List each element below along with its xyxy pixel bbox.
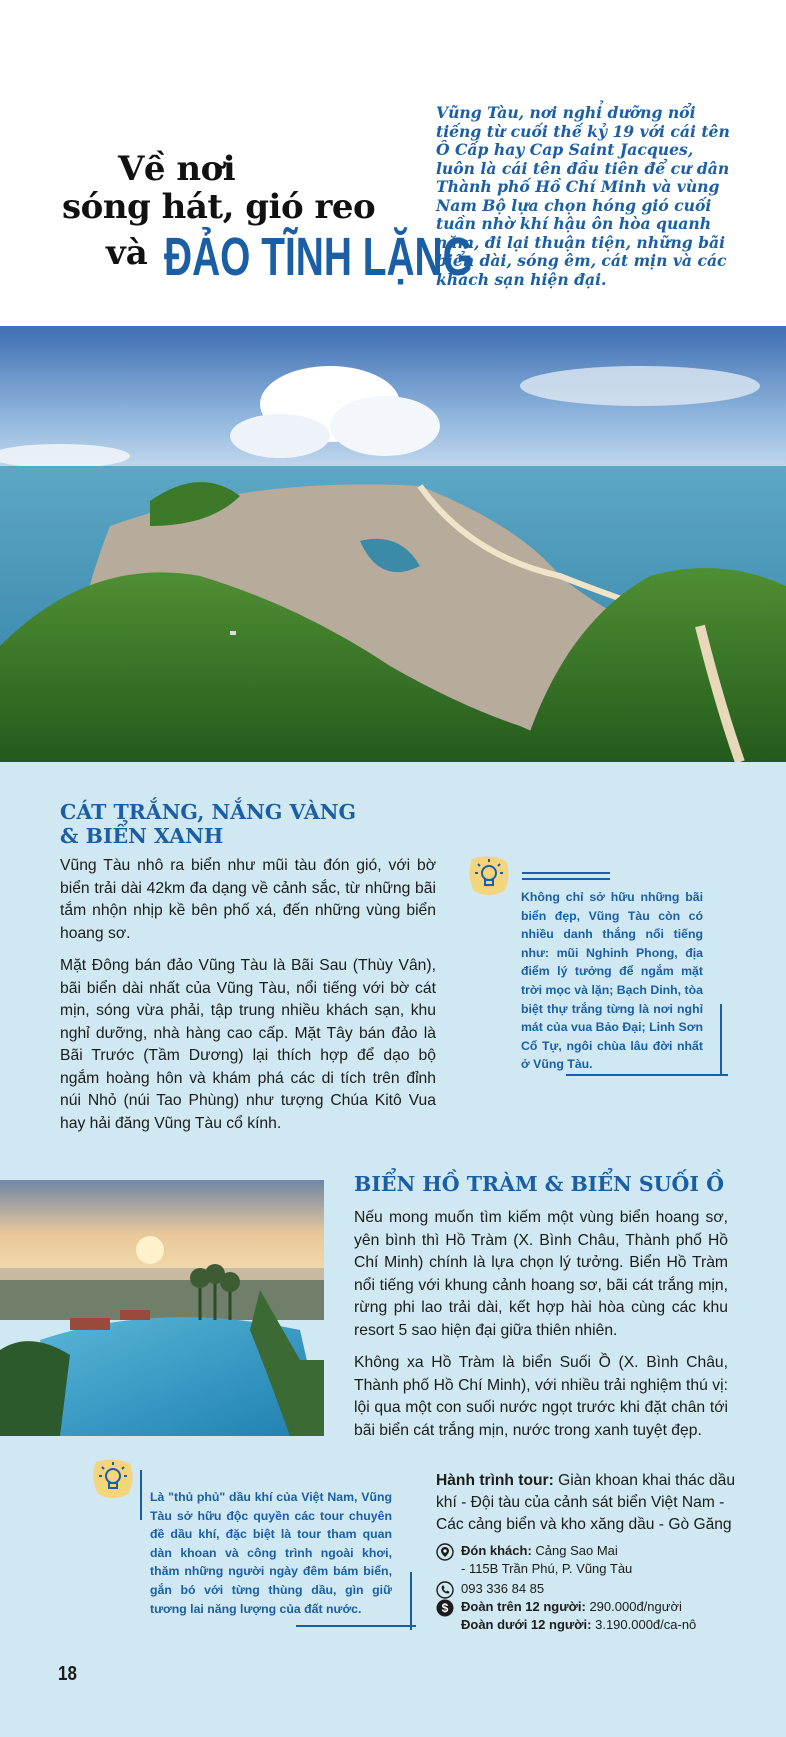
note-1-top-rule-2 [522,878,610,880]
title-highlight: ĐẢO TĨNH LẶNG [163,227,473,287]
dollar-icon [436,1599,454,1617]
note-1: Không chỉ sở hữu những bãi biển đẹp, Vũng Tàu còn có nhiều danh thắng nổi tiếng như: mũi Nghinh Phong, địa điểm lý tưởng để ngắm mặt trời mọc và lặn; Bạch Dinh, tòa biệt thự trắng từng là nơi nghỉ mát của vua Bảo Đại; Linh Sơn Cổ Tự, ngôi chùa lâu đời nhất ở Vũng Tàu. [521,890,703,1072]
lightbulb-icon [90,1458,136,1500]
location-pin-icon [436,1543,454,1561]
section-2-paragraph-1: Nếu mong muốn tìm kiếm một vùng biển hoang sơ, yên bình thì Hồ Tràm (X. Bình Châu, Thành phố Hồ Chí Minh) chính là lựa chọn lý tưởng. Biển Hồ Tràm nổi tiếng với khung cảnh hoang sơ, bãi cát trắng mịn, rừng phi lao trải dài, kết hợp hài hòa cùng các khu resort 5 sao hiện đại giữa thiên nhiên. [354,1209,728,1339]
note-2-side-rule [410,1572,412,1630]
note-1-side-rule [720,1004,722,1076]
note-2-bottom-rule [296,1625,416,1627]
title-line-3: và [106,233,148,273]
title-line-1: Về nơi [118,149,236,189]
phone-icon [436,1581,454,1599]
lightbulb-icon [466,855,512,897]
hero-aerial-photo [0,326,786,762]
section-2-paragraph-2: Không xa Hồ Tràm là biển Suối Ồ (X. Bình Châu, Thành phố Hồ Chí Minh), với nhiều trải nghiệm thú vị: lội qua một con suối nước ngọt trước khi đặt chân tới bãi biển cát trắng mịn, nước trong xanh tuyệt đẹp. [354,1354,728,1439]
phone-info: 093 336 84 85 [436,1580,756,1599]
section-1-paragraph-2: Mặt Đông bán đảo Vũng Tàu là Bãi Sau (Thùy Vân), bãi biển dài nhất của Vũng Tàu, nổi tiếng với bờ cát mịn, sóng vừa phải, tập trung nhiều khách sạn, khu nghỉ dưỡng, nhà hàng cao cấp. Mặt Tây bán đảo là Bãi Trước (Tầm Dương) lại thích hợp để dạo bộ ngắm hoàng hôn và khám phá các di tích trên đỉnh núi Nhỏ (núi Tao Phùng) như tượng Chúa Kitô Vua hay hải đăng Vũng Tàu cổ kính. [60,957,436,1132]
resort-pool-photo [0,1180,324,1436]
pickup-info: Đón khách: Cảng Sao Mai - 115B Trần Phú, P. Vũng Tàu [436,1542,756,1578]
intro-paragraph: Vũng Tàu, nơi nghỉ dưỡng nổi tiếng từ cuối thế kỷ 19 với cái tên Ô Cấp hay Cap Saint Jacques, luôn là cái tên đầu tiên để cư dân Thành phố Hồ Chí Minh và vùng Nam Bộ lựa chọn hóng gió cuối tuần nhờ khí hậu ôn hòa quanh năm, đi lại thuận tiện, những bãi biển dài, sóng êm, cát mịn và các khách sạn hiện đại. [436,103,730,289]
section-1-paragraph-1: Vũng Tàu nhô ra biển như mũi tàu đón gió, với bờ biển trải dài 42km đa dạng về cảnh sắc, từ những bãi tắm nhộn nhịp kề bên phố xá, đến những vùng biển hoang sơ. [60,857,436,942]
note-2: Là "thủ phủ" dầu khí của Việt Nam, Vũng Tàu sở hữu độc quyền các tour chuyên đề dầu khí, đặc biệt là tour tham quan dàn khoan và công trình ngoài khơi, thăm những người ngày đêm bám biển, gắn bó với từng thùng dầu, gìn giữ tương lai năng lượng của đất nước. [150,1490,392,1616]
title-line-2: sóng hát, gió reo [62,187,376,227]
note-1-top-rule [522,872,610,874]
page-number: 18 [58,1663,77,1685]
section-2-body [354,1207,728,1452]
note-2-side-rule-top [140,1470,142,1520]
article-title [62,149,473,287]
section-1-body [60,855,436,1145]
section-1-heading: CÁT TRẮNG, NẮNG VÀNG & BIỂN XANH [60,800,356,848]
note-1-bottom-rule [566,1074,728,1076]
tour-route: Hành trình tour: Giàn khoan khai thác dầu khí - Đội tàu của cảnh sát biển Việt Nam - Các cảng biển và kho xăng dầu - Gò Găng [436,1472,735,1533]
section-2-heading: BIỂN HỒ TRÀM & BIỂN SUỐI Ồ [354,1172,724,1196]
svg-text:$: $ [441,1601,449,1616]
price-info: $ Đoàn trên 12 người: 290.000đ/người Đoàn dưới 12 người: 3.190.000đ/ca-nô [436,1598,756,1634]
